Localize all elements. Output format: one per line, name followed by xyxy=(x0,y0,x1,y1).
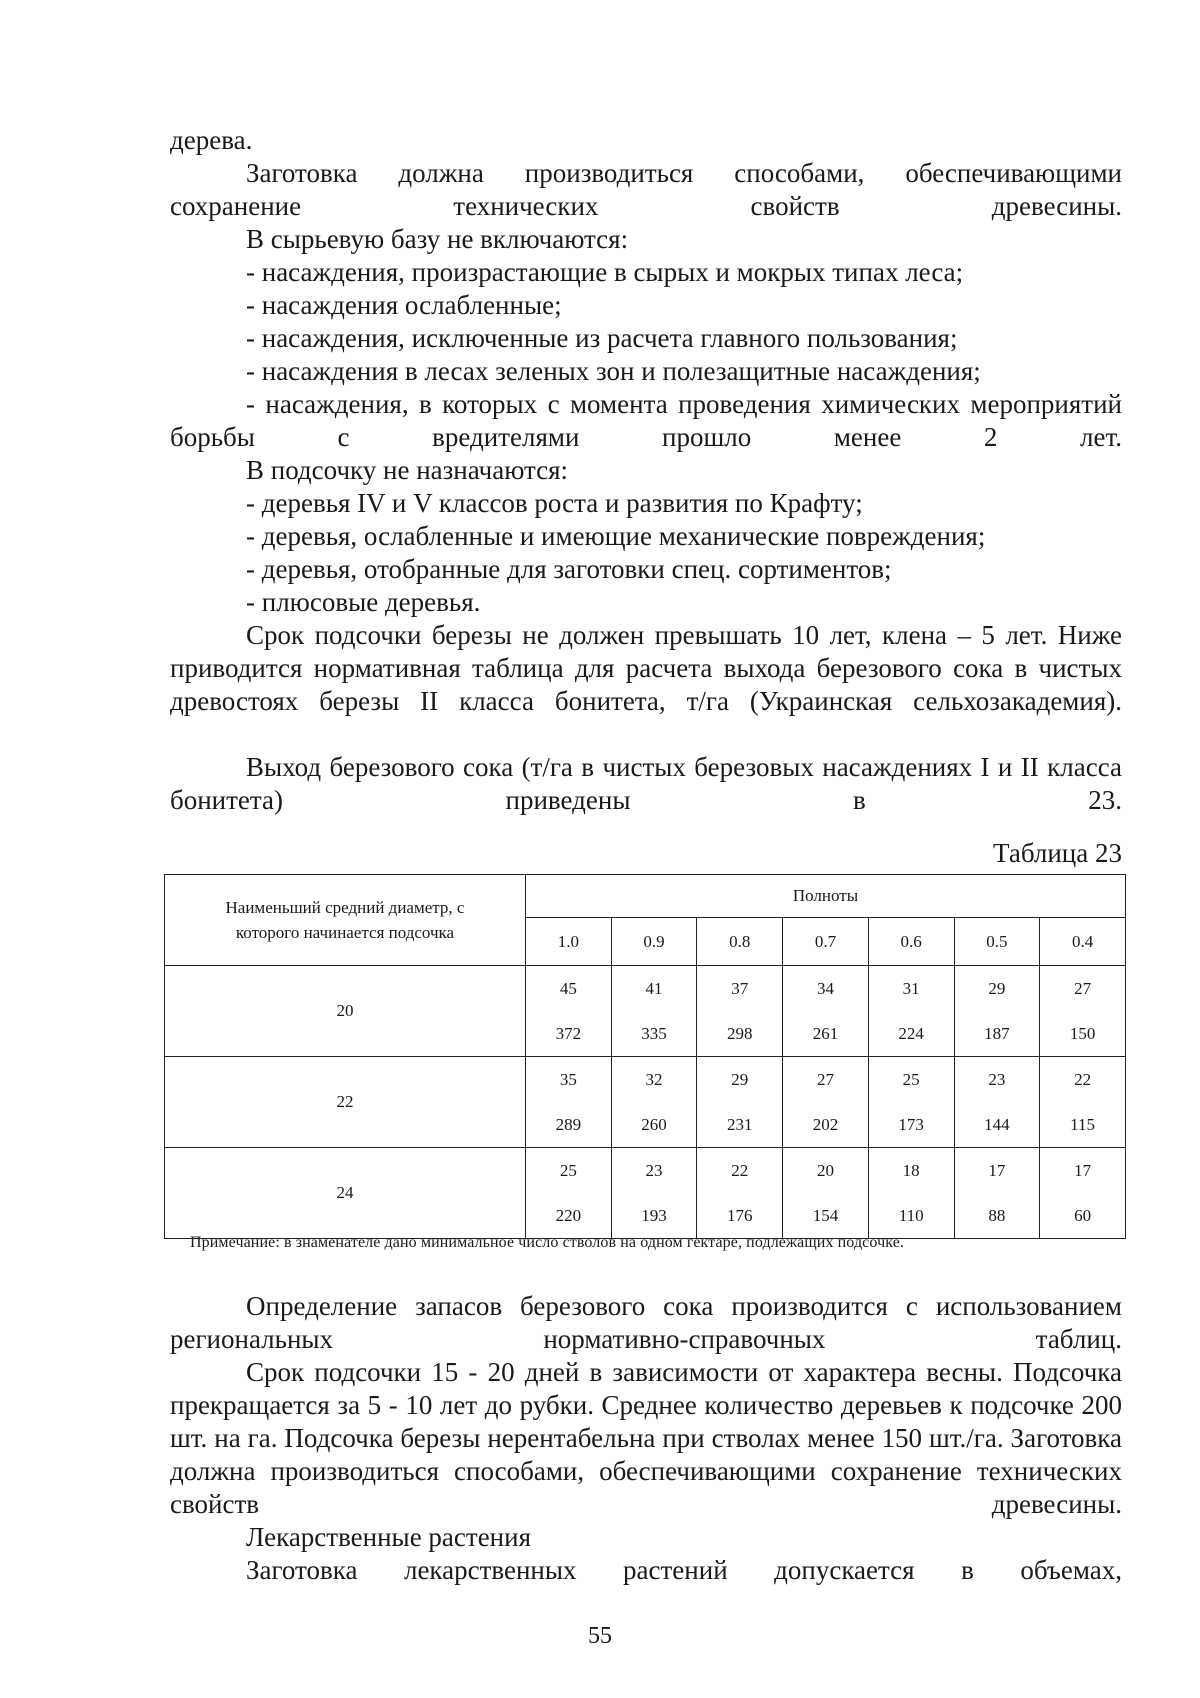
value-cell xyxy=(1040,1057,1126,1148)
column-header: 0.5 xyxy=(954,918,1040,966)
value-cell xyxy=(526,1148,612,1239)
paragraph-reserves: Определение запасов березового сока производится с использованием региональных нормативно-справочных таблиц. xyxy=(170,1291,1122,1354)
value-cell xyxy=(783,1057,869,1148)
value-bottom: 372 xyxy=(555,1024,582,1043)
value-bottom: 187 xyxy=(984,1024,1010,1043)
value-bottom: 261 xyxy=(812,1024,839,1043)
value-top: 25 xyxy=(559,1161,577,1180)
table-row xyxy=(165,966,1126,1057)
exclusion-item: - насаждения, в которых с момента проведения химических мероприятий борьбы с вредителями прошло менее 2 лет. xyxy=(170,389,1122,452)
diameter-cell: 22 xyxy=(165,1057,526,1148)
value-cell xyxy=(611,1148,697,1239)
value-bottom: 150 xyxy=(1069,1024,1096,1043)
tapping-intro: В подсочку не назначаются: xyxy=(246,455,569,485)
value-cell xyxy=(954,966,1040,1057)
value-top: 20 xyxy=(816,1161,834,1180)
table-row xyxy=(165,1057,1126,1148)
tapping-item: - плюсовые деревья. xyxy=(246,587,481,617)
value-top: 23 xyxy=(988,1070,1006,1089)
value-top: 18 xyxy=(902,1161,920,1180)
value-top: 22 xyxy=(1074,1070,1092,1089)
paragraph-medicinal: Заготовка лекарственных растений допускается в объемах, xyxy=(246,1555,1122,1585)
value-bottom: 289 xyxy=(555,1115,582,1134)
value-top: 45 xyxy=(559,979,577,998)
value-top: 17 xyxy=(988,1161,1006,1180)
value-bottom: 173 xyxy=(898,1115,924,1134)
value-cell xyxy=(783,1148,869,1239)
tapping-item: - деревья, отобранные для заготовки спец. сортиментов; xyxy=(246,554,892,584)
value-top: 41 xyxy=(645,979,663,998)
value-bottom: 220 xyxy=(555,1206,582,1225)
value-cell xyxy=(783,966,869,1057)
value-bottom: 231 xyxy=(727,1115,753,1134)
value-top: 17 xyxy=(1074,1161,1092,1180)
value-bottom: 335 xyxy=(641,1024,667,1043)
row-header-line: Наименьший средний диаметр, с xyxy=(225,898,465,917)
paragraph-tapping-period: Срок подсочки березы не должен превышать 10 лет, клена – 5 лет. Ниже приводится нормативная таблица для расчета выхода березового сока в чистых древостоях березы II класса бонитета, т/га (Украинская сельхозакадемия). xyxy=(170,620,1122,716)
value-bottom: 110 xyxy=(898,1206,924,1225)
value-bottom: 60 xyxy=(1074,1206,1092,1225)
value-top: 29 xyxy=(988,979,1006,998)
value-bottom: 176 xyxy=(727,1206,753,1225)
value-bottom: 115 xyxy=(1070,1115,1096,1134)
page-number: 55 xyxy=(588,1623,612,1649)
sap-yield-table xyxy=(164,874,1126,1239)
diameter-cell: 24 xyxy=(165,1148,526,1239)
exclusions-intro: В сырьевую базу не включаются: xyxy=(246,224,629,254)
paragraph-harvest: Заготовка должна производиться способами, обеспечивающими сохранение технических свойств древесины. xyxy=(170,158,1122,221)
value-top: 37 xyxy=(731,979,749,998)
value-top: 31 xyxy=(902,979,920,998)
tapping-item: - деревья, ослабленные и имеющие механические повреждения; xyxy=(246,521,986,551)
value-top: 32 xyxy=(645,1070,663,1089)
column-header: 0.4 xyxy=(1040,918,1126,966)
value-top: 23 xyxy=(645,1161,663,1180)
tapping-item: - деревья IV и V классов роста и развития по Крафту; xyxy=(246,488,863,518)
value-cell xyxy=(611,1057,697,1148)
diameter-cell: 20 xyxy=(165,966,526,1057)
value-cell xyxy=(868,1148,954,1239)
value-cell xyxy=(697,1148,783,1239)
value-bottom: 154 xyxy=(812,1206,839,1225)
exclusion-item: - насаждения, произрастающие в сырых и мокрых типах леса; xyxy=(246,257,964,287)
value-top: 22 xyxy=(731,1161,749,1180)
value-cell xyxy=(697,966,783,1057)
table-row xyxy=(165,1148,1126,1239)
value-bottom: 144 xyxy=(984,1115,1010,1134)
value-cell xyxy=(868,1057,954,1148)
table-caption: Таблица 23 xyxy=(993,838,1122,868)
value-bottom: 260 xyxy=(641,1115,667,1134)
value-top: 27 xyxy=(1074,979,1092,998)
paragraph-sap-yield: Выход березового сока (т/га в чистых березовых насаждениях I и II класса бонитета) приведены в 23. xyxy=(170,752,1122,815)
section-heading-medicinal: Лекарственные растения xyxy=(246,1522,532,1552)
value-cell xyxy=(868,966,954,1057)
row-header-cell xyxy=(165,875,526,966)
value-cell xyxy=(526,1057,612,1148)
value-bottom: 202 xyxy=(812,1115,839,1134)
value-cell xyxy=(611,966,697,1057)
table-note: Примечание: в знаменателе дано минимальное число стволов на одном гектаре, подлежащих подсочке. xyxy=(190,1234,904,1251)
column-header: 0.8 xyxy=(697,918,783,966)
value-bottom: 224 xyxy=(898,1024,924,1043)
value-cell xyxy=(1040,1148,1126,1239)
exclusion-item: - насаждения, исключенные из расчета главного пользования; xyxy=(246,323,958,353)
value-top: 35 xyxy=(559,1070,577,1089)
text-line-tree: дерева. xyxy=(170,125,253,155)
value-cell xyxy=(954,1057,1040,1148)
column-header: 0.6 xyxy=(868,918,954,966)
value-cell xyxy=(1040,966,1126,1057)
column-header: 0.9 xyxy=(611,918,697,966)
column-header: 1.0 xyxy=(526,918,612,966)
column-header: 0.7 xyxy=(783,918,869,966)
paragraph-tapping-duration: Срок подсочки 15 - 20 дней в зависимости от характера весны. Подсочка прекращается за 5 - 10 лет до рубки. Среднее количество деревьев к подсочке 200 шт. на га. Подсочка березы нерентабельна при стволах менее 150 шт./га. Заготовка должна производиться способами, обеспечивающими сохранение технических свойств древесины. xyxy=(170,1357,1122,1519)
group-header: Полноты xyxy=(526,875,1126,918)
row-header-line: которого начинается подсочка xyxy=(235,923,455,942)
value-cell xyxy=(526,966,612,1057)
value-top: 25 xyxy=(902,1070,920,1089)
value-cell xyxy=(954,1148,1040,1239)
exclusion-item: - насаждения в лесах зеленых зон и полезащитные насаждения; xyxy=(246,356,981,386)
value-bottom: 193 xyxy=(641,1206,667,1225)
exclusion-item: - насаждения ослабленные; xyxy=(246,290,562,320)
value-top: 34 xyxy=(816,979,834,998)
value-bottom: 88 xyxy=(988,1206,1006,1225)
value-top: 29 xyxy=(731,1070,749,1089)
value-top: 27 xyxy=(816,1070,834,1089)
value-cell xyxy=(697,1057,783,1148)
value-bottom: 298 xyxy=(727,1024,753,1043)
